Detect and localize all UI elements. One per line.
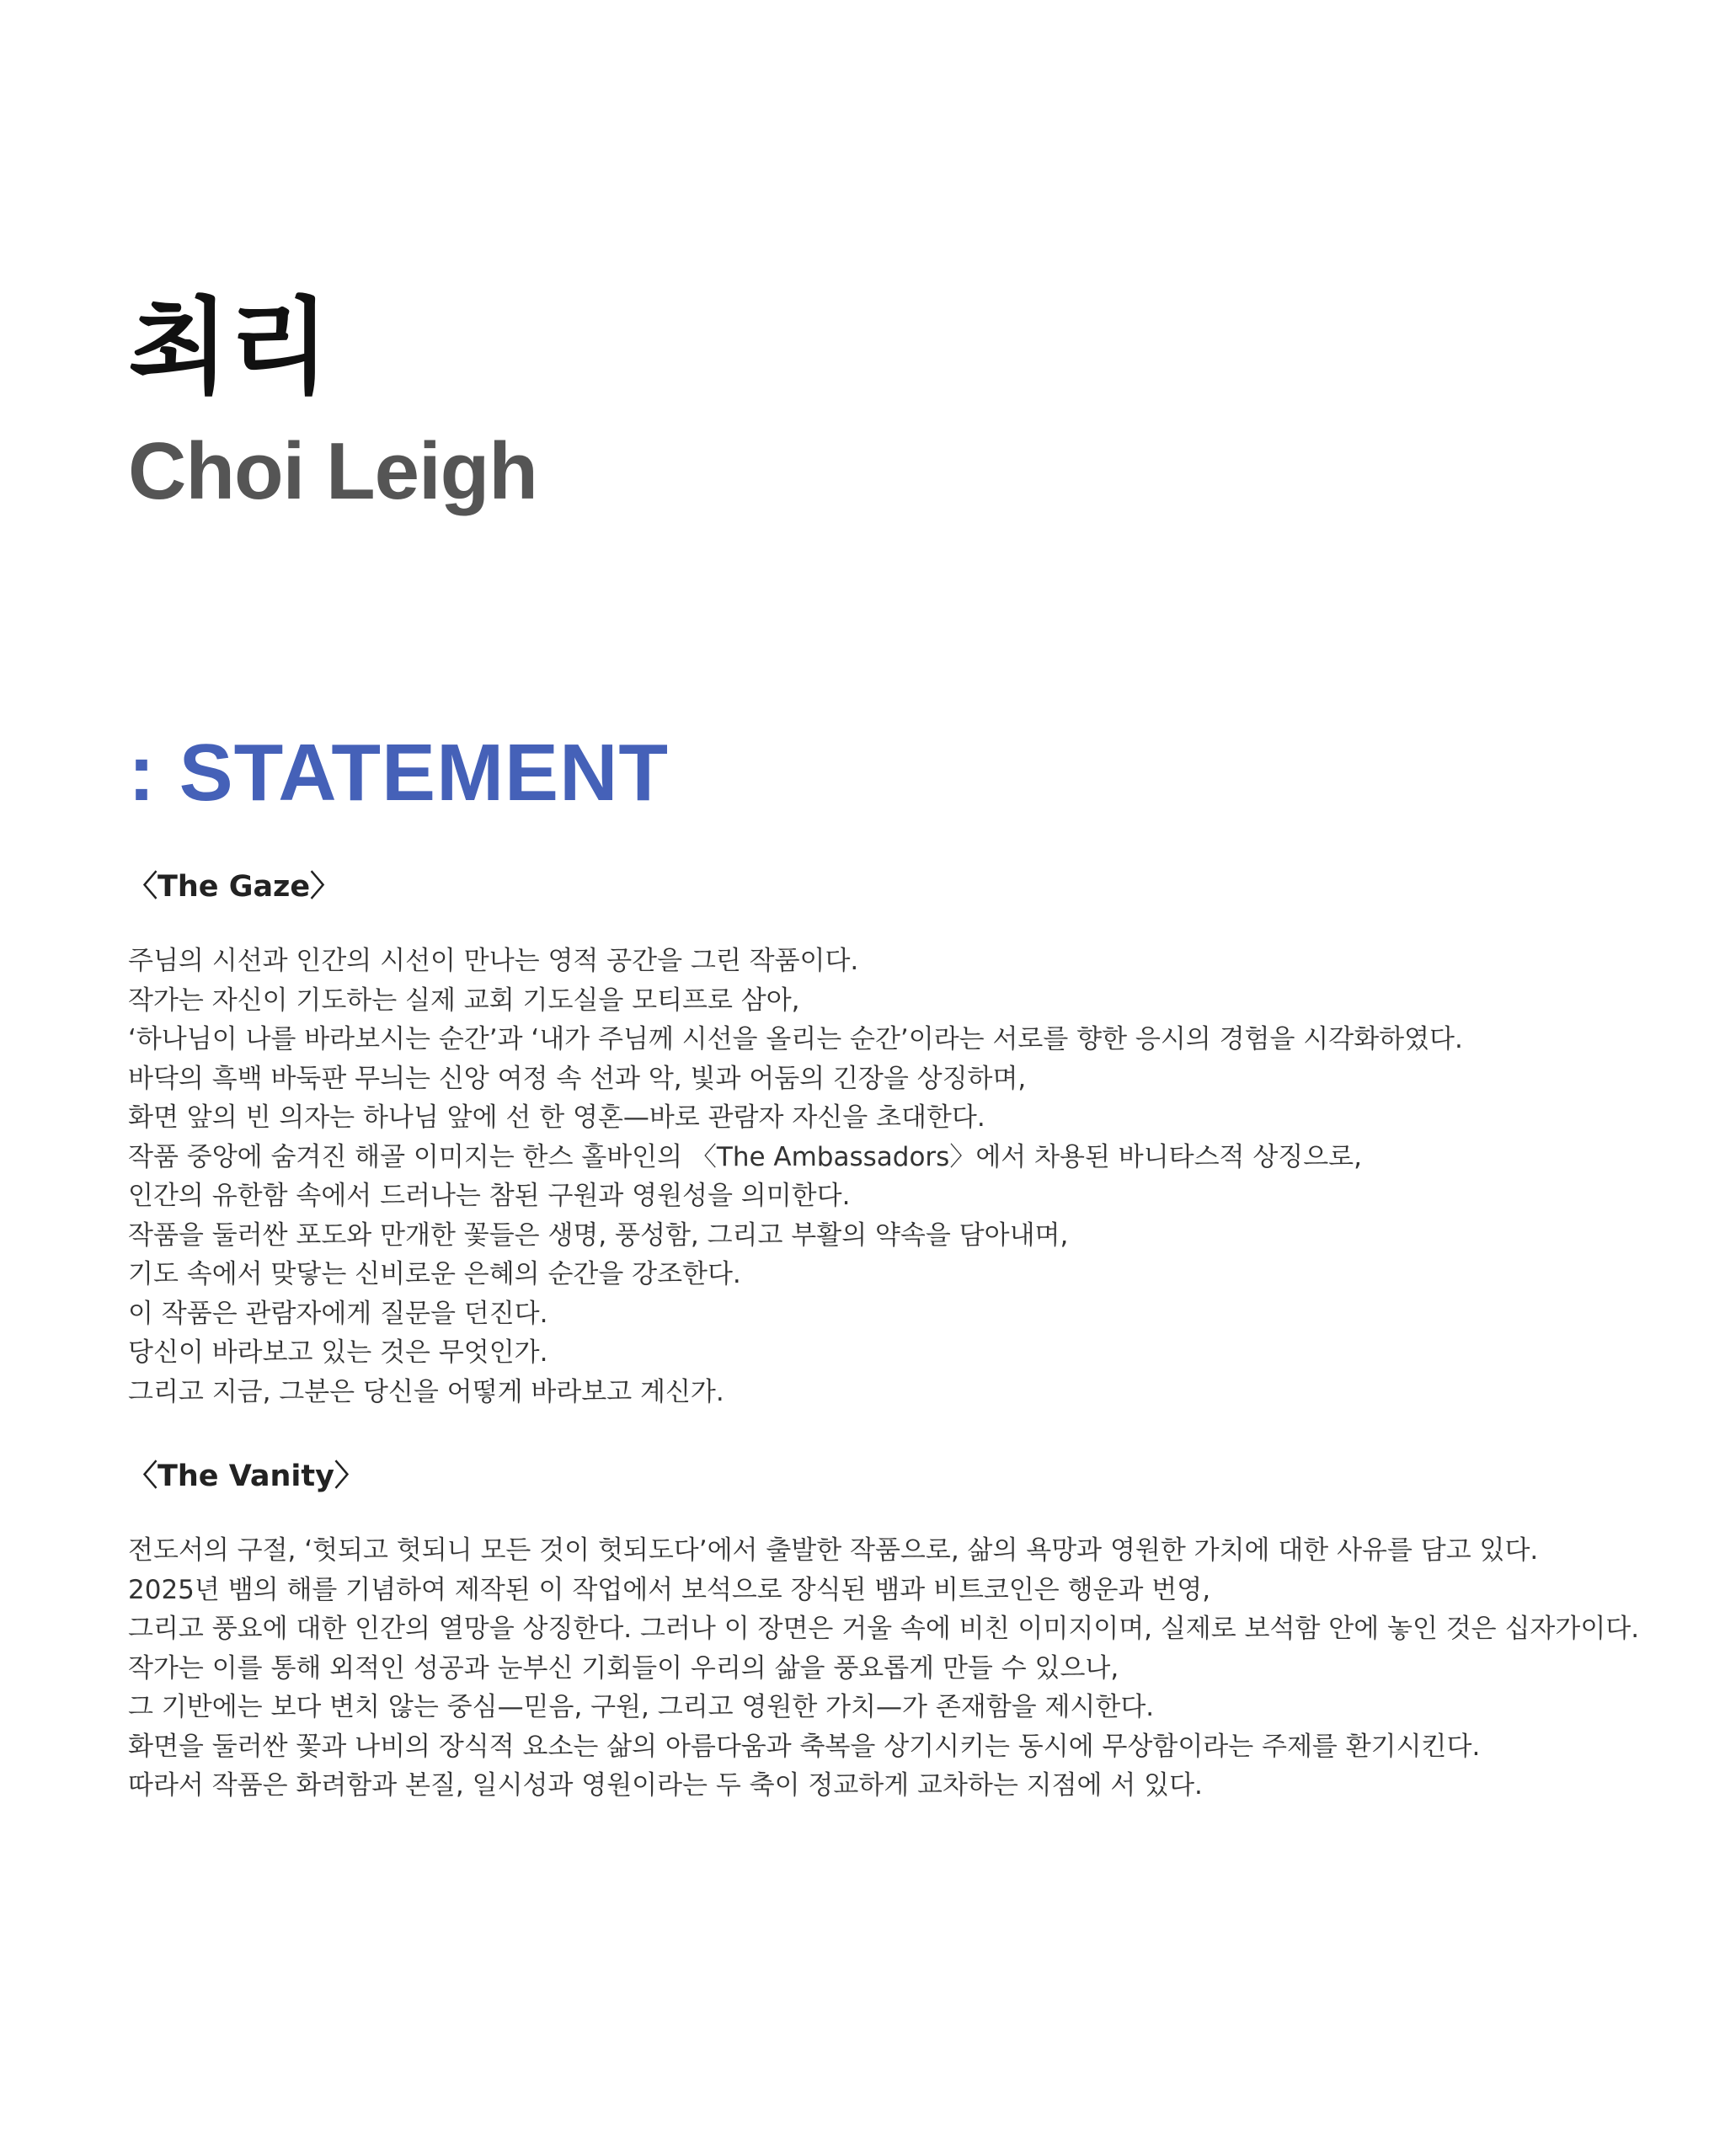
work-title: 〈The Gaze〉 (128, 870, 340, 904)
work-the-gaze (128, 867, 1678, 1412)
description-line: 화면 앞의 빈 의자는 하나님 앞에 선 한 영혼—바로 관람자 자신을 초대한다. (128, 1102, 985, 1133)
description-line: 인간의 유한함 속에서 드러나는 참된 구원과 영원성을 의미한다. (128, 1181, 851, 1211)
description-line: 당신이 바라보고 있는 것은 무엇인가. (128, 1337, 548, 1368)
description-line: 화면을 둘러싼 꽃과 나비의 장식적 요소는 삶의 아름다움과 축복을 상기시키는 동시에 무상함이라는 주제를 환기시킨다. (128, 1731, 1481, 1762)
description-line: 그리고 풍요에 대한 인간의 열망을 상징한다. 그러나 이 장면은 거울 속에 비친 이미지이며, 실제로 보석함 안에 놓인 것은 십자가이다. (128, 1614, 1640, 1644)
section-heading-statement: : STATEMENT (128, 728, 670, 818)
artist-name-english: Choi Leigh (128, 426, 537, 516)
description-line: 따라서 작품은 화려함과 본질, 일시성과 영원이라는 두 축이 정교하게 교차하는 지점에 서 있다. (128, 1770, 1203, 1801)
description-line: 2025년 뱀의 해를 기념하여 제작된 이 작업에서 보석으로 장식된 뱀과 비트코인은 행운과 번영, (128, 1574, 1211, 1605)
description-line: 그리고 지금, 그분은 당신을 어떻게 바라보고 계신가. (128, 1376, 724, 1407)
description-line: 작가는 자신이 기도하는 실제 교회 기도실을 모티프로 삼아, (128, 985, 800, 1016)
description-line: 이 작품은 관람자에게 질문을 던진다. (128, 1298, 548, 1329)
description-line: 바닥의 흑백 바둑판 무늬는 신앙 여정 속 선과 악, 빛과 어둠의 긴장을 상징하며, (128, 1063, 1027, 1094)
description-line: 작가는 이를 통해 외적인 성공과 눈부신 기회들이 우리의 삶을 풍요롭게 만들 수 있으나, (128, 1652, 1119, 1684)
description-line: ‘하나님이 나를 바라보시는 순간’과 ‘내가 주님께 시선을 올리는 순간’이라는 서로를 향한 응시의 경험을 시각화하였다. (128, 1024, 1463, 1054)
description-line: 작품을 둘러싼 포도와 만개한 꽃들은 생명, 풍성함, 그리고 부활의 약속을 담아내며, (128, 1219, 1069, 1251)
work-description (128, 1531, 1678, 1806)
work-title: 〈The Vanity〉 (128, 1460, 364, 1493)
description-line: 전도서의 구절, ‘헛되고 헛되니 모든 것이 헛되도다’에서 출발한 작품으로, 삶의 욕망과 영원한 가치에 대한 사유를 담고 있다. (128, 1535, 1539, 1566)
description-line: 주님의 시선과 인간의 시선이 만나는 영적 공간을 그린 작품이다. (128, 946, 859, 976)
description-line: 작품 중앙에 숨겨진 해골 이미지는 한스 홀바인의 〈The Ambassadors〉에서 차용된 바니타스적 상징으로, (128, 1141, 1362, 1172)
description-line: 그 기반에는 보다 변치 않는 중심—믿음, 구원, 그리고 영원한 가치—가 존재함을 제시한다. (128, 1692, 1155, 1722)
description-line: 기도 속에서 맞닿는 신비로운 은혜의 순간을 강조한다. (128, 1259, 741, 1289)
work-the-vanity (128, 1457, 1678, 1806)
work-description (128, 942, 1678, 1412)
artist-name-korean: 최리 (128, 287, 330, 408)
